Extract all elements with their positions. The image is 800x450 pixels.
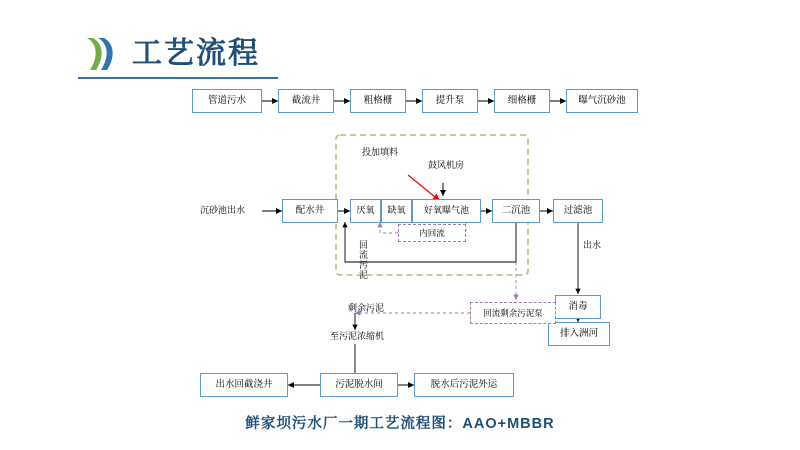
node-filter-tank[interactable]: 过滤池: [553, 199, 603, 223]
node-effluent-return-well[interactable]: 出水回截浇井: [200, 373, 288, 397]
node-aerated-grit-chamber[interactable]: 曝气沉砂池: [566, 89, 638, 113]
label-excess-sludge: 剩余污泥: [348, 303, 385, 313]
label-grit-outlet: 沉砂池出水: [200, 205, 246, 215]
node-disinfection[interactable]: 消毒: [555, 295, 601, 319]
node-discharge-river[interactable]: 排入洲河: [548, 322, 610, 346]
node-sludge-dewatering-room[interactable]: 污泥脱水间: [320, 373, 398, 397]
node-pipe-sewage[interactable]: 管道污水: [192, 89, 262, 113]
node-lift-pump[interactable]: 提升泵: [422, 89, 478, 113]
label-blower-room: 鼓风机房: [428, 160, 465, 170]
node-anoxic[interactable]: 缺氧: [381, 199, 412, 223]
node-aerobic-aeration-tank[interactable]: 好氧曝气池: [412, 199, 481, 223]
node-distribution-well[interactable]: 配水井: [282, 199, 338, 223]
node-return-excess-sludge-pump[interactable]: 回流剩余污泥泵: [470, 302, 556, 324]
figure-caption: 鲜家坝污水厂一期工艺流程图：AAO+MBBR: [245, 416, 555, 432]
label-to-sludge-thickener: 至污泥浓缩机: [330, 331, 385, 341]
node-intercept-well[interactable]: 截流井: [278, 89, 334, 113]
node-fine-screen[interactable]: 细格栅: [494, 89, 550, 113]
node-anaerobic[interactable]: 厌氧: [350, 199, 381, 223]
node-internal-reflux[interactable]: 内回流: [398, 224, 466, 242]
node-coarse-screen[interactable]: 粗格栅: [350, 89, 406, 113]
label-effluent: 出水: [583, 240, 602, 250]
label-add-media: 投加填料: [362, 147, 399, 157]
label-return-sludge: 回流污泥: [358, 240, 368, 280]
node-secondary-clarifier[interactable]: 二沉池: [492, 199, 540, 223]
node-dewatered-sludge-out[interactable]: 脱水后污泥外运: [414, 373, 514, 397]
page-title: 工艺流程: [132, 37, 260, 70]
